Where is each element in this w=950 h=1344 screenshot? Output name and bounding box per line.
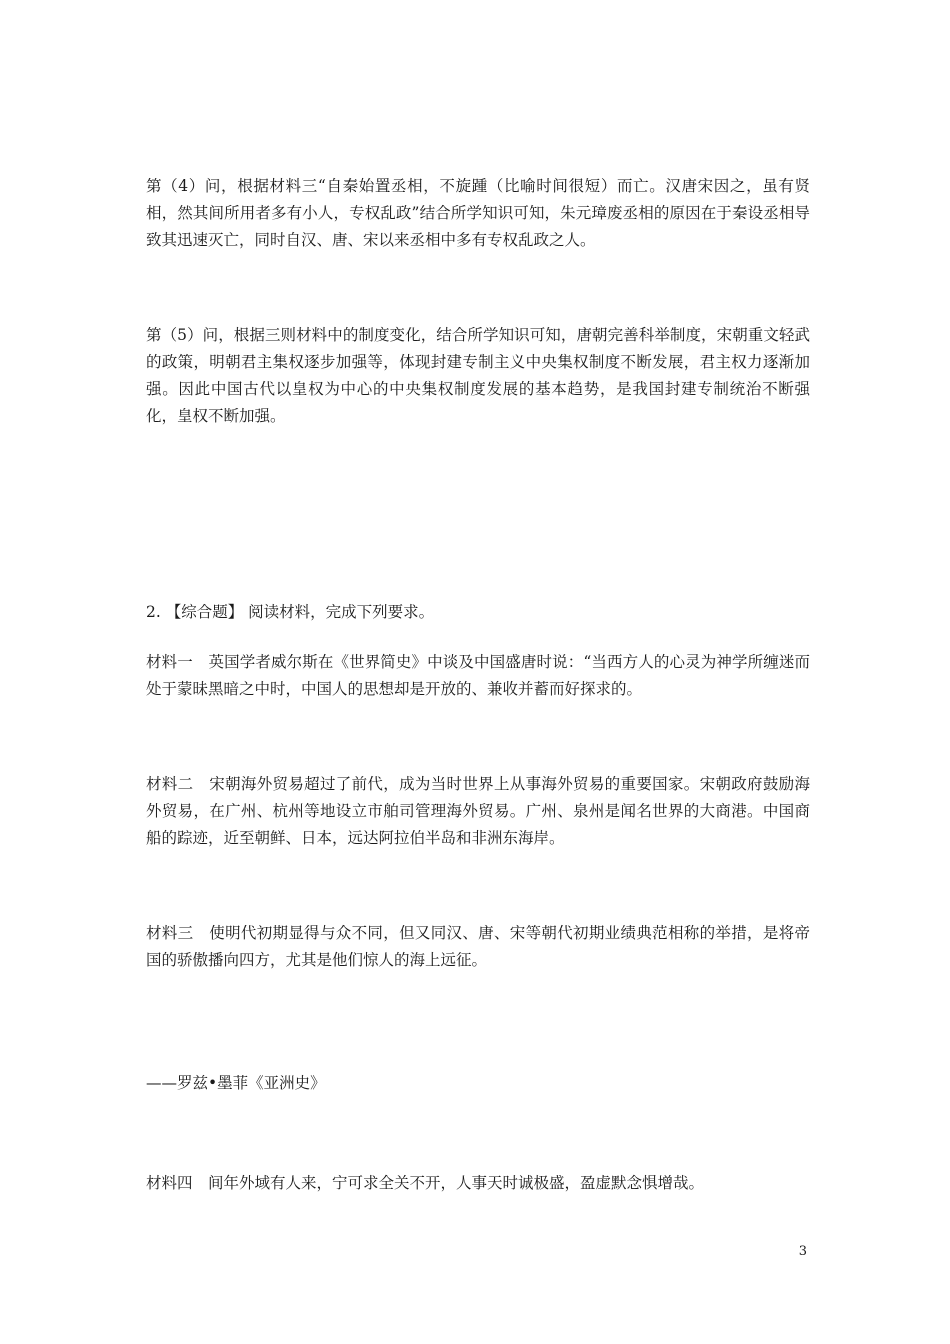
question-2-heading: 2. 【综合题】 阅读材料，完成下列要求。 [146,603,435,621]
answer-question-4: 第（4）问，根据材料三“自秦始置丞相，不旋踵（比喻时间很短）而亡。汉唐宋因之，虽有贤相，然其间所用者多有小人，专权乱政”结合所学知识可知，朱元璋废丞相的原因在于秦设丞相导致其迅速灭亡，同时自汉、唐、宋以来丞相中多有专权乱政之人。 [146,177,810,249]
material-three: 材料三 使明代初期显得与众不同，但又同汉、唐、宋等朝代初期业绩典范相称的举措，是将帝国的骄傲播向四方，尤其是他们惊人的海上远征。 [146,924,810,969]
answer-question-5: 第（5）问，根据三则材料中的制度变化，结合所学知识可知，唐朝完善科举制度，宋朝重文轻武的政策，明朝君主集权逐步加强等，体现封建专制主义中央集权制度不断发展，君主权力逐渐加强。因此中国古代以皇权为中心的中央集权制度发展的基本趋势，是我国封建专制统治不断强化，皇权不断加强。 [146,326,810,425]
page-number: 3 [798,1244,807,1259]
material-one: 材料一 英国学者威尔斯在《世界简史》中谈及中国盛唐时说：“当西方人的心灵为神学所缠迷而处于蒙昧黑暗之中时，中国人的思想却是开放的、兼收并蓄而好探求的。 [146,653,810,698]
material-three-source: ——罗兹•墨菲《亚洲史》 [146,1074,326,1092]
material-two: 材料二 宋朝海外贸易超过了前代，成为当时世界上从事海外贸易的重要国家。宋朝政府鼓励海外贸易，在广州、杭州等地设立市舶司管理海外贸易。广州、泉州是闻名世界的大商港。中国商船的踪迹，近至朝鲜、日本，远达阿拉伯半岛和非洲东海岸。 [146,775,810,847]
material-four: 材料四 间年外域有人来，宁可求全关不开，人事天时诚极盛，盈虚默念惧增哉。 [146,1174,705,1192]
